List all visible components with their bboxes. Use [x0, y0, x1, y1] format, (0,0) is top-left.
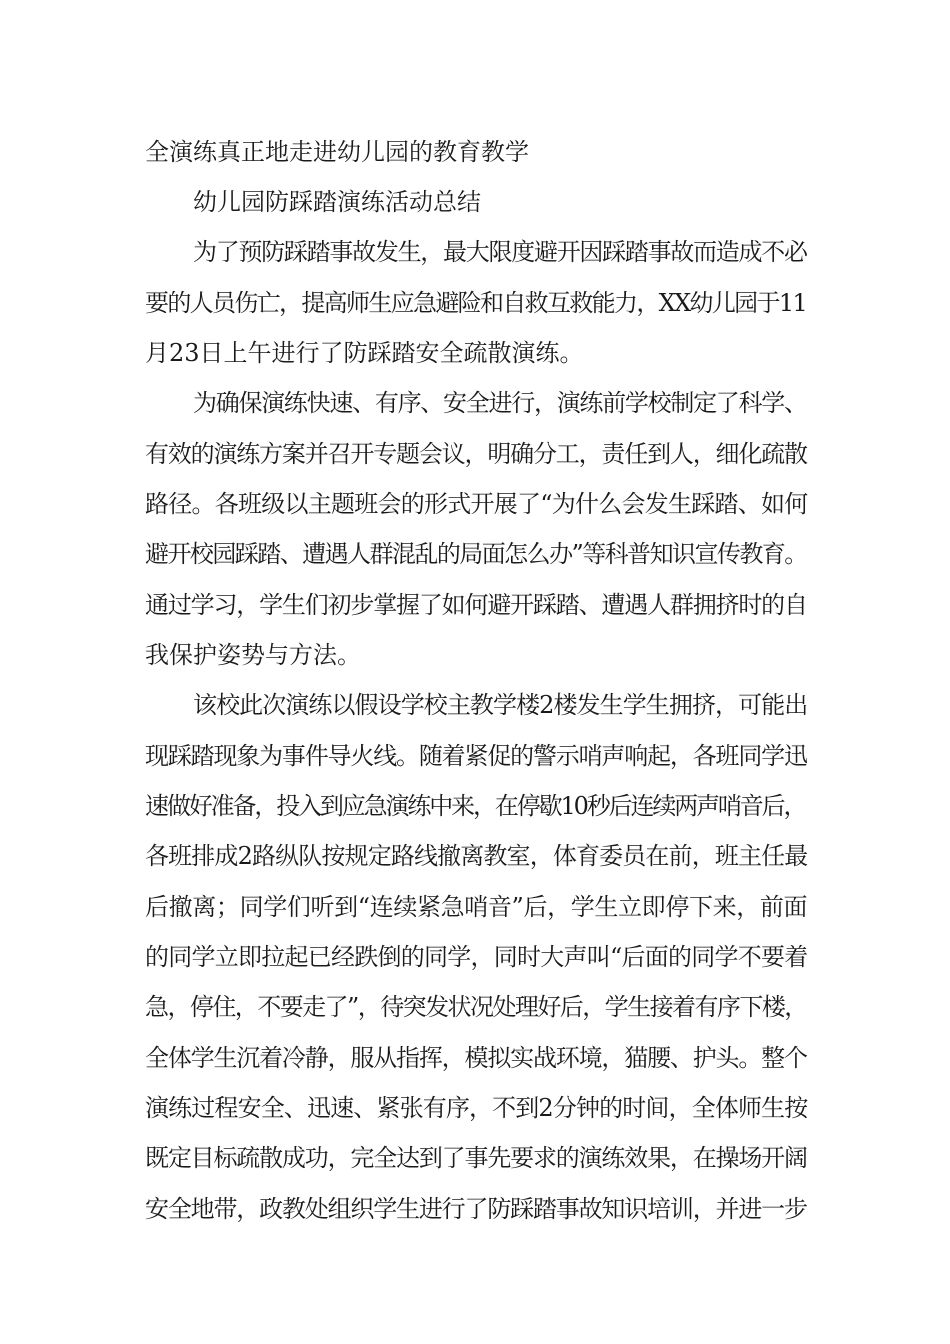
paragraph-2-line-4: 避开校园踩踏、遭遇人群混乱的局面怎么办”等科普知识宣传教育。 — [145, 540, 807, 568]
paragraph-3-line-5: 后撤离；同学们听到“连续紧急哨音”后，学生立即停下来，前面 — [145, 893, 808, 921]
paragraph-3-line-3: 速做好准备，投入到应急演练中来，在停歇10秒后连续两声哨音后， — [145, 792, 806, 820]
paragraph-2-line-2: 有效的演练方案并召开专题会议，明确分工，责任到人，细化疏散 — [145, 440, 807, 468]
paragraph-2-line-5: 通过学习，学生们初步掌握了如何避开踩踏、遭遇人群拥挤时的自 — [145, 591, 807, 619]
paragraph-1-line-1: 为了预防踩踏事故发生，最大限度避开因踩踏事故而造成不必 — [193, 238, 807, 266]
paragraph-3-line-10: 既定目标疏散成功，完全达到了事先要求的演练效果，在操场开阔 — [145, 1144, 807, 1172]
paragraph-3-line-8: 全体学生沉着冷静，服从指挥，模拟实战环境，猫腰、护头。整个 — [145, 1044, 807, 1072]
text-line-continuation: 全演练真正地走进幼儿园的教育教学 — [145, 138, 529, 166]
paragraph-3-line-7: 急，停住，不要走了”，待突发状况处理好后，学生接着有序下楼， — [145, 993, 807, 1021]
paragraph-3-line-1: 该校此次演练以假设学校主教学楼2楼发生学生拥挤，可能出 — [193, 691, 808, 719]
paragraph-2-line-3: 路径。各班级以主题班会的形式开展了“为什么会发生踩踏、如何 — [145, 490, 808, 518]
paragraph-2-line-6: 我保护姿势与方法。 — [145, 641, 361, 669]
paragraph-3-line-9: 演练过程安全、迅速、紧张有序，不到2分钟的时间，全体师生按 — [145, 1094, 808, 1122]
section-title: 幼儿园防踩踏演练活动总结 — [193, 188, 481, 216]
paragraph-3-line-11: 安全地带，政教处组织学生进行了防踩踏事故知识培训，并进一步 — [145, 1195, 807, 1223]
paragraph-3-line-6: 的同学立即拉起已经跌倒的同学，同时大声叫“后面的同学不要着 — [145, 943, 808, 971]
paragraph-1-line-3: 月23日上午进行了防踩踏安全疏散演练。 — [145, 339, 584, 367]
paragraph-3-line-4: 各班排成2路纵队按规定路线撤离教室，体育委员在前，班主任最 — [145, 842, 808, 870]
paragraph-1-line-2: 要的人员伤亡，提高师生应急避险和自救互救能力，XX幼儿园于11 — [145, 289, 807, 317]
paragraph-2-line-1: 为确保演练快速、有序、安全进行，演练前学校制定了科学、 — [193, 389, 807, 417]
paragraph-3-line-2: 现踩踏现象为事件导火线。随着紧促的警示哨声响起，各班同学迅 — [145, 742, 807, 770]
